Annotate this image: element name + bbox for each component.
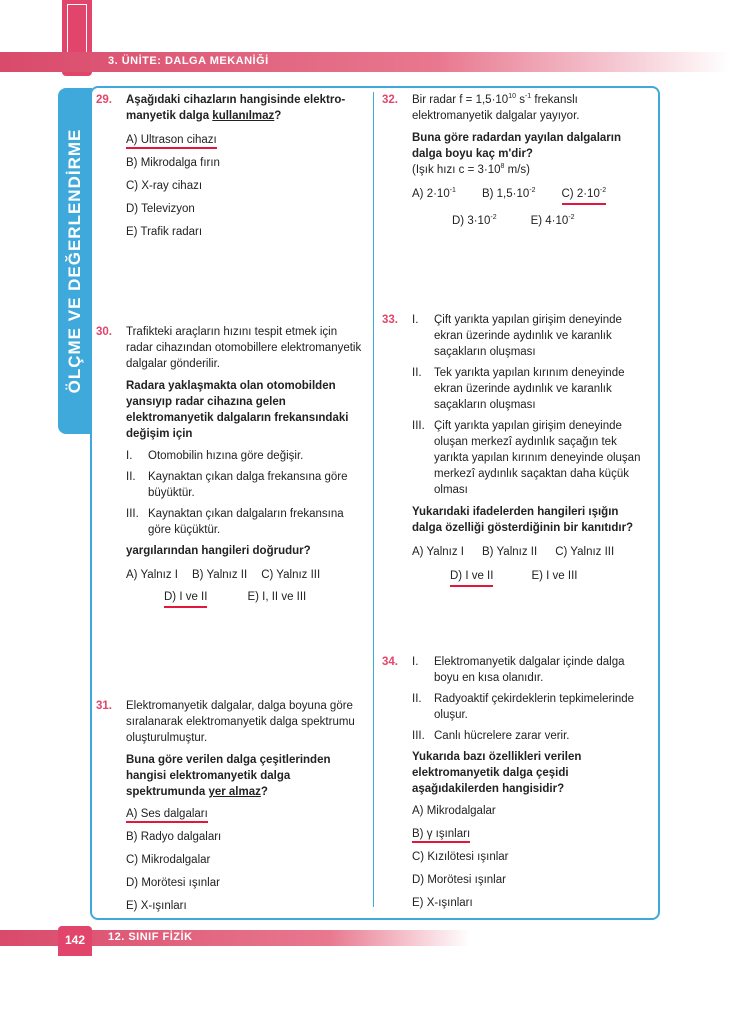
question-number: 31. [96, 700, 112, 712]
question-33 [382, 312, 650, 587]
option-c[interactable]: C) $2\cdot 10^{-2}$ [562, 186, 607, 205]
question-text: Radara yaklaşmakta olan otomobilden yansıyıp radar cihazına gelen elektromanyetik dalgaların frekansındaki değişim için [126, 380, 349, 440]
option-a[interactable]: A) Mikrodalgalar [412, 805, 496, 817]
question-29 [96, 92, 364, 240]
question-text: Buna göre radardan yayılan dalgaların dalga boyu kaç m'dir? [412, 132, 621, 160]
statement-1: I. Elektromanyetik dalgalar içinde dalga boyu en kısa olanıdır. [412, 656, 625, 684]
option-a[interactable]: A) Ultrason cihazı [126, 132, 364, 148]
option-b[interactable]: B) $1,5\cdot 10^{-2}$ [481, 187, 536, 200]
option-c[interactable]: C) Kızılötesi ışınlar [412, 851, 509, 863]
question-number: 34. [382, 656, 398, 668]
option-d[interactable]: D) Televizyon [126, 203, 195, 215]
statement-2: II. Tek yarıkta yapılan kırınım deneyinde ekran üzerinde aydınlık ve karanlık saçakların oluşması [412, 367, 625, 411]
question-stem: Aşağıdaki cihazların hangisinde elektro-manyetik dalga kullanılmaz? [126, 94, 346, 122]
unit-header-bar [0, 52, 730, 72]
unit-title: 3. ÜNİTE: DALGA MEKANİĞİ [108, 55, 269, 67]
option-a[interactable]: A) Ses dalgaları [126, 806, 364, 822]
question-30 [96, 324, 364, 608]
statement-3: III. Kaynaktan çıkan dalgaların frekansına göre küçüktür. [126, 508, 344, 536]
option-d[interactable]: D) Morötesi ışınlar [412, 874, 506, 886]
question-31 [96, 698, 364, 914]
question-32 [382, 92, 650, 229]
statement-3: III. Çift yarıkta yapılan girişim deneyinde oluşan merkezî aydınlık saçağın tek yarıkta yapılan kırınım deneyinde oluşan merkezî aydınlık saçaktan daha küçük olması [412, 420, 641, 496]
option-d[interactable]: D) I ve II [164, 589, 207, 608]
question-stem: Elektromanyetik dalgalar, dalga boyuna göre sıralanarak elektromanyetik dalga spektrumu oluşturulmuştur. [126, 700, 355, 744]
option-c[interactable]: C) Mikrodalgalar [126, 854, 211, 866]
option-a[interactable]: A) $2\cdot 10^{-1}$ [412, 187, 456, 200]
question-text: Yukarıda bazı özellikleri verilen elektromanyetik dalga çeşidi aşağıdakilerden hangisidir? [412, 751, 582, 795]
option-a[interactable]: A) Yalnız I [412, 546, 464, 558]
option-e[interactable]: E) Trafik radarı [126, 226, 203, 238]
option-c[interactable]: C) Yalnız III [261, 569, 321, 581]
question-number: 33. [382, 314, 398, 326]
section-label: ÖLÇME VE DEĞERLENDİRME [65, 128, 84, 394]
statement-2: II. Kaynaktan çıkan dalga frekansına göre büyüktür. [126, 471, 348, 499]
option-e[interactable]: E) X-ışınları [126, 900, 187, 912]
option-d[interactable]: D) I ve II [450, 568, 493, 587]
question-34 [382, 654, 650, 911]
question-number: 32. [382, 94, 398, 106]
option-c[interactable]: C) X-ray cihazı [126, 180, 203, 192]
section-side-tab [58, 88, 92, 434]
option-b[interactable]: B) Yalnız II [482, 546, 538, 558]
question-text: Buna göre verilen dalga çeşitlerinden hangisi elektromanyetik dalga spektrumunda yer almaz? [126, 754, 331, 798]
option-e[interactable]: E) I, II ve III [247, 591, 307, 603]
statement-1: I. Otomobilin hızına göre değişir. [126, 450, 304, 462]
option-d[interactable]: D) $3\cdot 10^{-2}$ [452, 214, 497, 227]
question-ask: yargılarından hangileri doğrudur? [126, 545, 311, 557]
option-e[interactable]: E) X-ışınları [412, 897, 473, 909]
option-b[interactable]: B) Mikrodalga fırın [126, 157, 220, 169]
question-stem: Trafikteki araçların hızını tespit etmek için radar cihazından otomobillere elektromanyetik dalgalar gönderilir. [126, 326, 362, 370]
page-number-tab [58, 926, 92, 956]
statement-1: I. Çift yarıkta yapılan girişim deneyinde ekran üzerinde aydınlık ve karanlık saçakların oluşması [412, 314, 622, 358]
option-e[interactable]: E) I ve III [531, 570, 578, 582]
book-title: 12. SINIF FİZİK [108, 931, 193, 943]
option-c[interactable]: C) Yalnız III [555, 546, 615, 558]
option-b[interactable]: B) Radyo dalgaları [126, 831, 222, 843]
page-number: 142 [64, 933, 86, 947]
statement-2: II. Radyoaktif çekirdeklerin tepkimelerinde oluşur. [412, 693, 635, 721]
question-number: 30. [96, 326, 112, 338]
option-a[interactable]: A) Yalnız I [126, 569, 178, 581]
question-number: 29. [96, 94, 112, 106]
column-divider [373, 92, 374, 907]
question-stem: Bir radar $f = 1,5\cdot 10^{10}$ $s^{-1}$ frekanslı elektromanyetik dalgalar yayıyor. [412, 93, 580, 122]
statement-3: III. Canlı hücrelere zarar verir. [412, 730, 570, 742]
option-b[interactable]: B) Yalnız II [192, 569, 248, 581]
option-b[interactable]: B) γ ışınları [412, 826, 650, 842]
option-d[interactable]: D) Morötesi ışınlar [126, 877, 220, 889]
light-speed-hint: (Işık hızı $c = 3\cdot 10^8$ m/s) [412, 163, 530, 176]
question-text: Yukarıdaki ifadelerden hangileri ışığın dalga özelliği gösterdiğinin bir kanıtıdır? [412, 506, 634, 534]
option-e[interactable]: E) $4\cdot 10^{-2}$ [530, 214, 575, 227]
